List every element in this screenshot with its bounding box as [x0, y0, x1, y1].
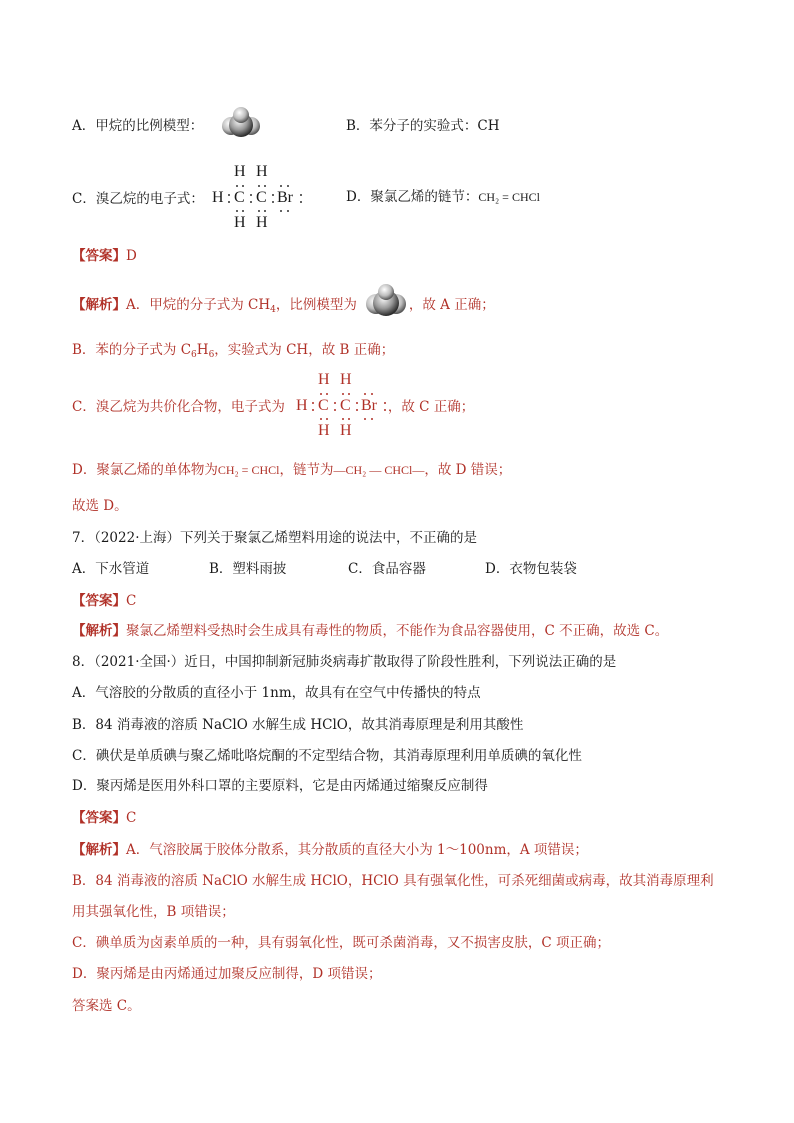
q6-analysis-d: D．聚氯乙烯的单体物为CH₂ = CHCl，链节为—CH₂ — CHCl—，故 D 错误；	[72, 462, 512, 478]
q6-option-a: A．甲烷的比例模型：	[72, 118, 204, 134]
methane-model-icon	[364, 283, 408, 321]
q8-option-c: C．碘伏是单质碘与聚乙烯吡咯烷酮的不定型结合物，其消毒原理利用单质碘的氧化性	[72, 748, 582, 764]
q7-stem: 7．（2022·上海）下列关于聚氯乙烯塑料用途的说法中，不正确的是	[72, 530, 477, 546]
q8-analysis-d: D．聚丙烯是由丙烯通过加聚反应制得，D 项错误；	[72, 966, 382, 982]
q6-analysis-b: B．苯的分子式为 $C_6H_6$，实验式为 CH，故 B 正确；	[72, 342, 395, 360]
q7-analysis: 【解析】聚氯乙烯塑料受热时会生成具有毒性的物质，不能作为食品容器使用，C 不正确，故选 C。	[72, 623, 669, 639]
q8-analysis-c: C．碘单质为卤素单质的一种，具有弱氧化性，既可杀菌消毒，又不损害皮肤，C 项正确；	[72, 935, 610, 951]
q6-analysis-a: 【解析】A．甲烷的分子式为 $CH_4$，比例模型为 ，故 A 正确；	[72, 297, 495, 315]
q8-option-d: D．聚丙烯是医用外科口罩的主要原料，它是由丙烯通过缩聚反应制得	[72, 778, 488, 794]
bromoethane-electron-formula: H H H C C Br H H	[296, 371, 396, 441]
q6-analysis-c: C．溴乙烷为共价化合物，电子式为 ，故 C 正确；	[72, 399, 475, 415]
methane-model-icon	[219, 106, 263, 142]
q8-option-a: A．气溶胶的分散质的直径小于 1nm，故具有在空气中传播快的特点	[72, 685, 481, 701]
q7-answer: 【答案】C	[72, 593, 137, 609]
q8-stem: 8．（2021·全国·）近日，中国抑制新冠肺炎病毒扩散取得了阶段性胜利，下列说法正确的是	[72, 654, 617, 670]
q6-conclusion: 故选 D。	[72, 498, 128, 514]
bromoethane-electron-formula: H H H C C Br H H	[210, 163, 310, 233]
q8-analysis-a: 【解析】A．气溶胶属于胶体分散系，其分散质的直径大小为 1～100nm，A 项错误；	[72, 842, 588, 858]
q8-analysis-b: B．84 消毒液的溶质 NaClO 水解生成 HClO，HClO 具有强氧化性，可杀死细菌或病毒，故其消毒原理利	[72, 873, 714, 889]
q8-conclusion: 答案选 C。	[72, 998, 141, 1014]
q8-analysis-b-cont: 用其强氧化性，B 项错误；	[72, 904, 235, 920]
q8-answer: 【答案】C	[72, 810, 137, 826]
q7-options: A．下水管道 B．塑料雨披 C．食品容器 D．衣物包装袋	[72, 561, 577, 577]
q6-option-b: B．苯分子的实验式：CH	[346, 118, 500, 134]
q8-option-b: B．84 消毒液的溶质 NaClO 水解生成 HClO，故其消毒原理是利用其酸性	[72, 717, 524, 733]
q6-answer: 【答案】D	[72, 248, 137, 264]
q6-option-c: C．溴乙烷的电子式：	[72, 191, 204, 207]
q6-option-d: D．聚氯乙烯的链节：CH₂ = CHCl	[346, 189, 540, 205]
